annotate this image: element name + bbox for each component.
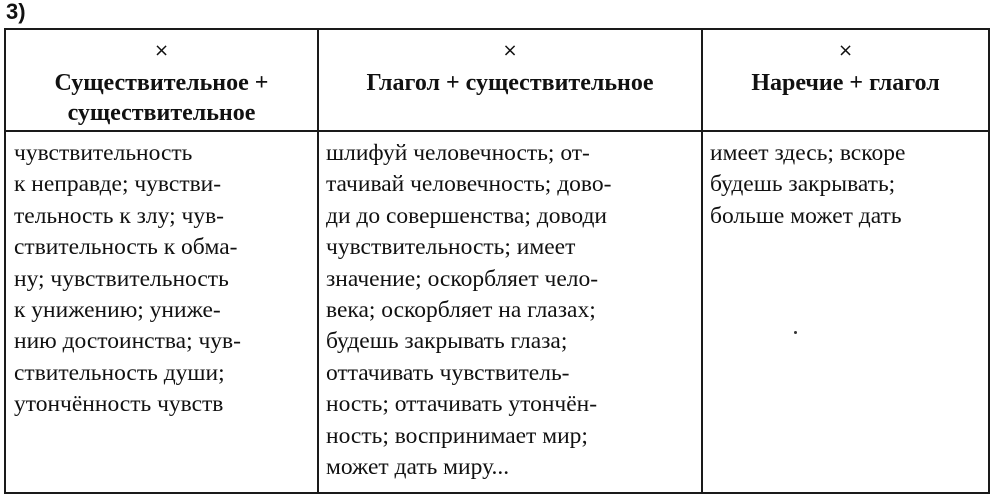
body-line: будешь закрывать глаза; xyxy=(326,328,568,355)
body-line: нию достоинства; чув- xyxy=(14,328,241,355)
body-line: больше может дать xyxy=(710,202,902,229)
phrase-table xyxy=(4,28,990,494)
body-line: ствительность к обма- xyxy=(14,234,238,261)
body-cell-verb-noun xyxy=(326,132,698,492)
header-line: Наречие + глагол xyxy=(751,70,940,96)
body-line: к унижению; униже- xyxy=(14,297,221,324)
body-line: шлифуй человечность; от- xyxy=(326,140,590,166)
body-line: тачивай человечность; дово- xyxy=(326,171,612,198)
body-line: тельность к злу; чув- xyxy=(14,202,224,229)
body-line: утончённость чувств xyxy=(14,391,224,418)
header-line: существительное xyxy=(67,100,256,126)
header-title xyxy=(6,68,317,128)
body-line: будешь закрывать; xyxy=(710,171,896,198)
cross-marker: × xyxy=(502,40,518,61)
body-line: чувствительность; имеет xyxy=(326,234,576,261)
body-line: ну; чувствительность xyxy=(14,265,229,292)
body-line: имеет здесь; вскоре xyxy=(710,140,906,166)
header-cell-verb-noun xyxy=(319,30,701,130)
column-divider xyxy=(317,30,319,492)
column-divider xyxy=(701,30,703,492)
body-line: чувствительность xyxy=(14,140,193,166)
body-cell-noun-noun xyxy=(14,132,314,492)
header-title xyxy=(703,68,988,98)
body-line: ди до совершенства; доводи xyxy=(326,202,607,229)
cross-marker: × xyxy=(153,40,170,61)
body-cell-adverb-verb xyxy=(710,132,988,492)
header-cell-adverb-verb xyxy=(703,30,988,130)
body-line: значение; оскорбляет чело- xyxy=(326,265,599,292)
body-line: ность; воспринимает мир; xyxy=(326,422,588,449)
table-header-row xyxy=(6,30,988,132)
cross-marker: × xyxy=(837,40,854,61)
body-line: оттачивать чувствитель- xyxy=(326,359,570,386)
body-line: ность; оттачивать утончён- xyxy=(326,391,598,418)
stray-dot xyxy=(794,331,797,334)
body-line: века; оскорбляет на глазах; xyxy=(326,297,596,324)
body-line: может дать миру... xyxy=(326,454,510,481)
header-cell-noun-noun xyxy=(6,30,317,130)
task-number: 3) xyxy=(6,0,26,24)
header-line: Глагол + существительное xyxy=(366,70,654,96)
body-line: к неправде; чувстви- xyxy=(14,171,222,198)
header-line: Существительное + xyxy=(54,70,269,96)
body-line: ствительность души; xyxy=(14,359,225,386)
header-title xyxy=(319,68,701,98)
